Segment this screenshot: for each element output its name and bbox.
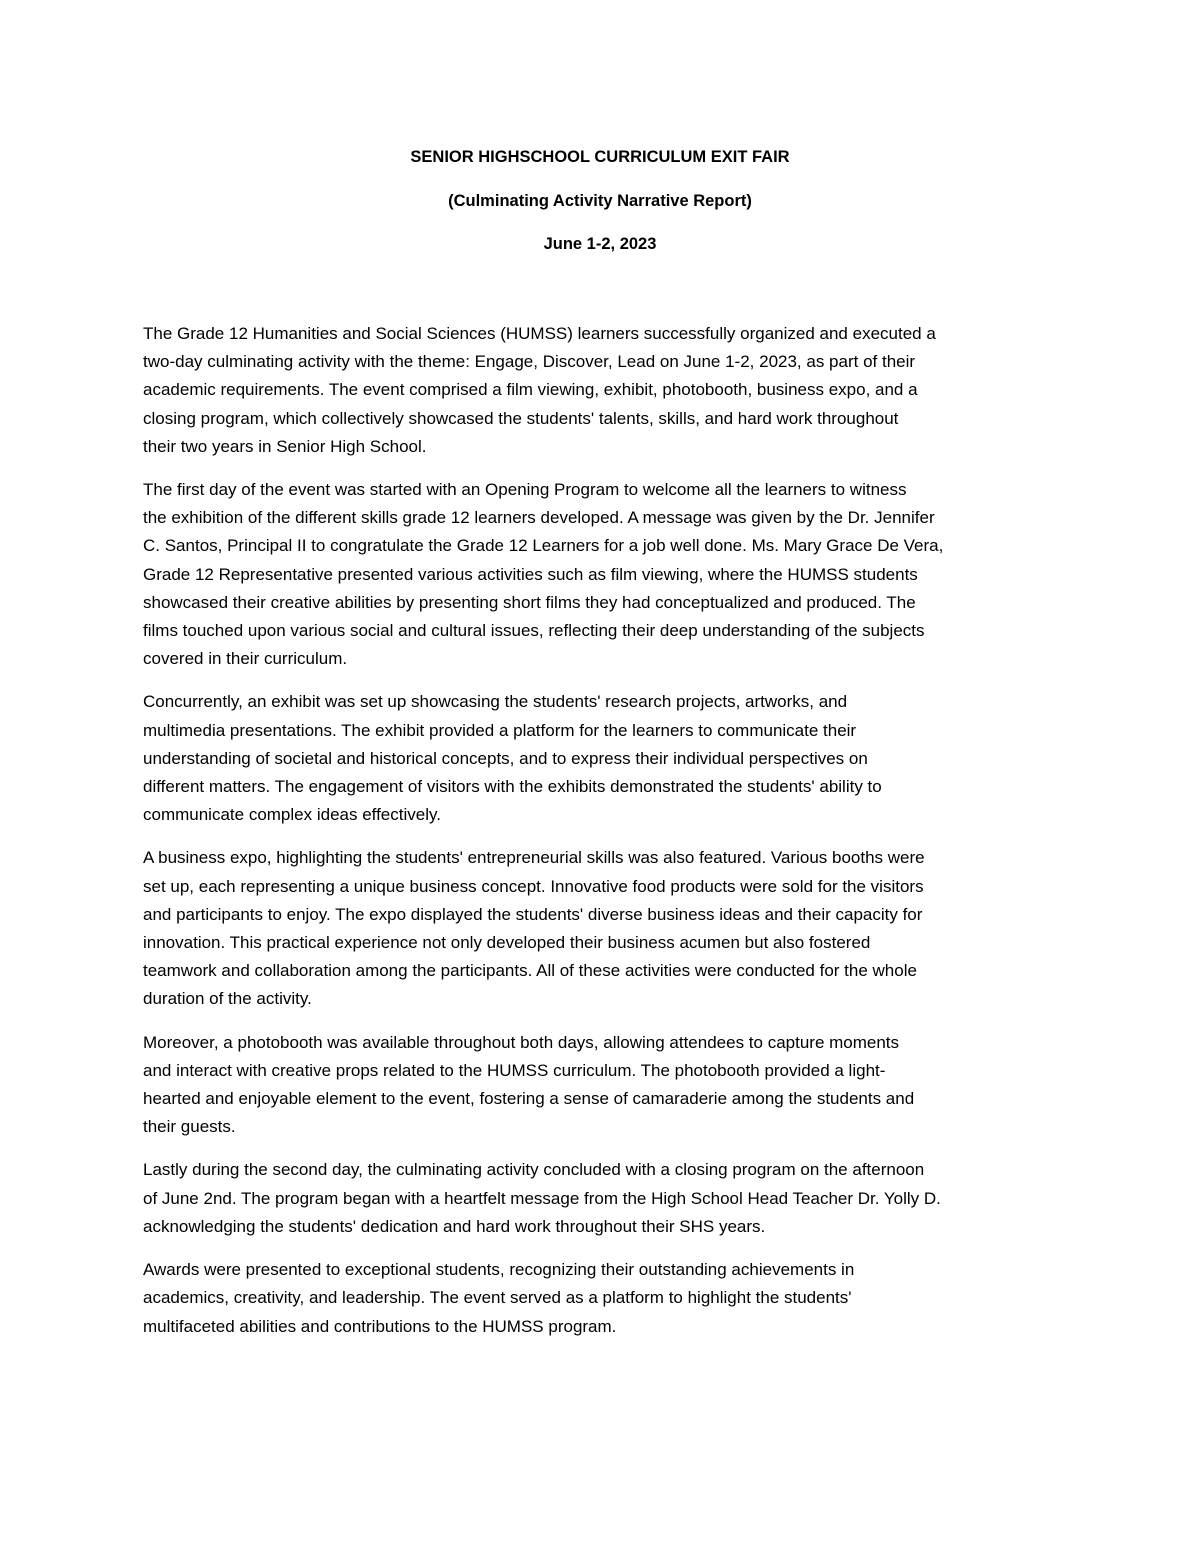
- paragraph-5: [143, 1029, 1061, 1142]
- paragraph-line: Lastly during the second day, the culminating activity concluded with a closing program on the afternoon: [143, 1160, 925, 1180]
- document-date: June 1-2, 2023: [543, 235, 657, 253]
- paragraph-line: innovation. This practical experience not only developed their business acumen but also fostered: [143, 933, 871, 953]
- paragraph-2: [143, 476, 1061, 673]
- paragraph-line: closing program, which collectively showcased the students' talents, skills, and hard work throughout: [143, 408, 899, 428]
- paragraph-line: academic requirements. The event comprised a film viewing, exhibit, photobooth, business expo, and a: [143, 380, 918, 400]
- paragraph-line: Grade 12 Representative presented various activities such as film viewing, where the HUMSS students: [143, 564, 918, 584]
- paragraph-line: their guests.: [143, 1117, 236, 1137]
- paragraph-4: [143, 844, 1061, 1013]
- paragraph-line: two-day culminating activity with the theme: Engage, Discover, Lead on June 1-2, 2023, as part of their: [143, 352, 916, 372]
- paragraph-line: academics, creativity, and leadership. The event served as a platform to highlight the students': [143, 1288, 852, 1308]
- document-subtitle: (Culminating Activity Narrative Report): [448, 192, 752, 210]
- paragraph-line: and interact with creative props related to the HUMSS curriculum. The photobooth provided a light-: [143, 1060, 886, 1080]
- paragraph-line: Awards were presented to exceptional students, recognizing their outstanding achievements in: [143, 1260, 855, 1280]
- paragraph-3: [143, 688, 1061, 829]
- paragraph-line: A business expo, highlighting the students' entrepreneurial skills was also featured. Various booths were: [143, 848, 925, 868]
- paragraph-line: the exhibition of the different skills grade 12 learners developed. A message was given by the Dr. Jennifer: [143, 508, 935, 528]
- document-body: [143, 320, 1061, 1356]
- paragraph-line: different matters. The engagement of visitors with the exhibits demonstrated the students' ability to: [143, 777, 882, 797]
- paragraph-line: films touched upon various social and cultural issues, reflecting their deep understanding of the subjects: [143, 621, 925, 641]
- paragraph-6: [143, 1156, 1061, 1241]
- paragraph-line: The Grade 12 Humanities and Social Sciences (HUMSS) learners successfully organized and executed a: [143, 324, 936, 343]
- paragraph-line: acknowledging the students' dedication and hard work throughout their SHS years.: [143, 1216, 766, 1236]
- paragraph-line: and participants to enjoy. The expo displayed the students' diverse business ideas and their capacity for: [143, 904, 923, 924]
- paragraph-line: understanding of societal and historical concepts, and to express their individual perspectives on: [143, 748, 868, 768]
- paragraph-1: [143, 320, 1061, 461]
- paragraph-line: set up, each representing a unique business concept. Innovative food products were sold for the visitors: [143, 876, 924, 896]
- paragraph-line: multifaceted abilities and contributions to the HUMSS program.: [143, 1316, 617, 1336]
- paragraph-line: C. Santos, Principal II to congratulate the Grade 12 Learners for a job well done. Ms. Mary Grace De Vera,: [143, 536, 944, 556]
- paragraph-line: their two years in Senior High School.: [143, 436, 427, 456]
- paragraph-line: The first day of the event was started with an Opening Program to welcome all the learners to witness: [143, 480, 907, 500]
- paragraph-7: [143, 1256, 1061, 1341]
- paragraph-line: duration of the activity.: [143, 989, 312, 1009]
- document-title: SENIOR HIGHSCHOOL CURRICULUM EXIT FAIR: [410, 148, 790, 166]
- paragraph-line: communicate complex ideas effectively.: [143, 805, 441, 825]
- paragraph-line: Moreover, a photobooth was available throughout both days, allowing attendees to capture moments: [143, 1032, 900, 1052]
- paragraph-line: of June 2nd. The program began with a heartfelt message from the High School Head Teacher Dr. Yolly D.: [143, 1188, 941, 1208]
- paragraph-line: multimedia presentations. The exhibit provided a platform for the learners to communicate their: [143, 720, 857, 740]
- paragraph-line: hearted and enjoyable element to the event, fostering a sense of camaraderie among the students and: [143, 1089, 915, 1109]
- paragraph-line: covered in their curriculum.: [143, 649, 348, 669]
- paragraph-line: showcased their creative abilities by presenting short films they had conceptualized and produced. The: [143, 592, 916, 612]
- paragraph-line: Concurrently, an exhibit was set up showcasing the students' research projects, artworks, and: [143, 692, 848, 712]
- paragraph-line: teamwork and collaboration among the participants. All of these activities were conducted for the whole: [143, 961, 917, 981]
